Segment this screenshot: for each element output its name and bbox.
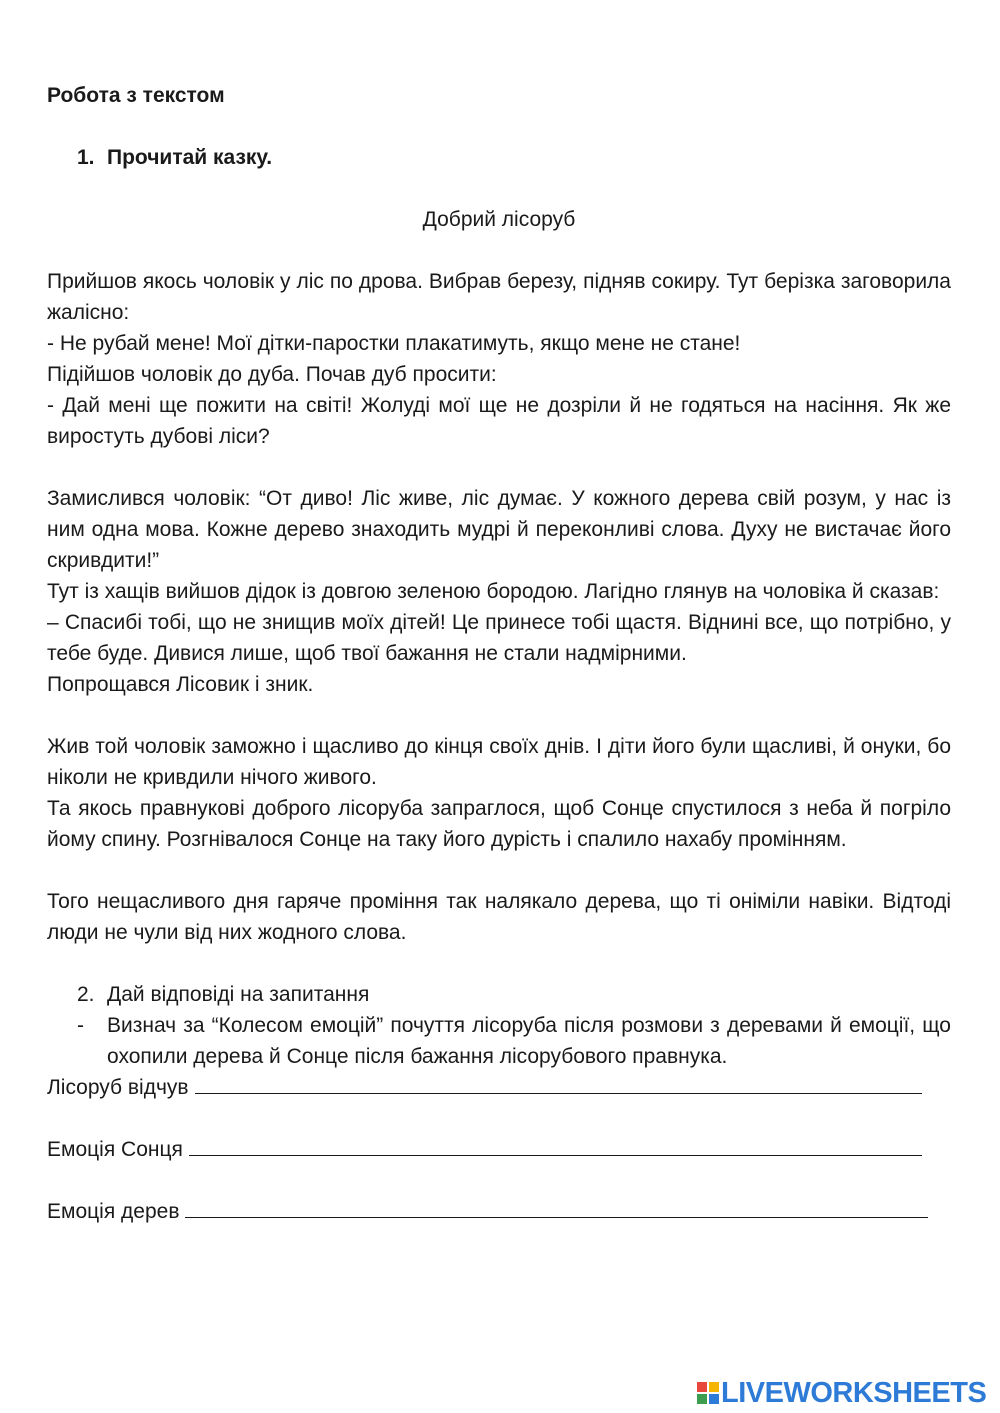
answer-label: Емоція дерев: [47, 1200, 180, 1223]
liveworksheets-logo: [697, 1378, 986, 1408]
story-paragraph-2: [47, 483, 951, 700]
logo-square: [709, 1382, 719, 1392]
story-line: Підійшов чоловік до дуба. Почав дуб просити:: [47, 363, 497, 386]
task-2-label: Дай відповіді на запитання: [107, 983, 370, 1006]
logo-text: LIVEWORKSHEETS: [721, 1376, 987, 1409]
story-line: Жив той чоловік заможно і щасливо до кінця своїх днів. І діти його були щасливі, й онуки, бо ніколи не кривдили нічого живого.: [47, 735, 951, 789]
answer-label: Лісоруб відчув: [47, 1076, 189, 1099]
answer-input-line[interactable]: [185, 1197, 928, 1218]
worksheet: [47, 80, 951, 1227]
story-line: Та якось правнукові доброго лісоруба запраглося, щоб Сонце спустилося з неба й погріло йому спину. Розгнівалося Сонце на таку його дурість і спалило нахабу промінням.: [47, 797, 951, 851]
story-line: – Спасибі тобі, що не знищив моїх дітей! Це принесе тобі щастя. Віднині все, що потрібно, у тебе буде. Дивися лише, щоб твої бажання не стали надмірними.: [47, 611, 951, 665]
task-2-item-text: Визнач за “Колесом емоцій” почуття лісоруба після розмови з деревами й емоції, що охопили дерева й Сонце після бажання лісорубового правнука.: [107, 1014, 951, 1068]
logo-square: [697, 1382, 707, 1392]
logo-square: [709, 1394, 719, 1404]
story-line: Попрощався Лісовик і зник.: [47, 673, 314, 696]
story-paragraph-1: [47, 266, 951, 452]
story-paragraph-4: [47, 886, 951, 948]
story-line: Замислився чоловік: “От диво! Ліс живе, ліс думає. У кожного дерева свій розум, у нас із ним одна мова. Кожне дерево знаходить мудрі й переконливі слова. Духу не вистачає його скривдити!”: [47, 487, 951, 572]
story-line: Тут із хащів вийшов дідок із довгою зеленою бородою. Лагідно глянув на чоловіка й сказав:: [47, 580, 940, 603]
logo-square: [697, 1394, 707, 1404]
answer-input-line[interactable]: [195, 1073, 922, 1094]
task-2-number: 2.: [77, 983, 95, 1006]
answer-label: Емоція Сонця: [47, 1138, 183, 1161]
task-1-number: 1.: [77, 146, 95, 169]
task-1-heading: [47, 142, 951, 173]
task-2-heading: [47, 979, 951, 1010]
task-2-item: [47, 1010, 951, 1072]
answer-row-woodcutter: [47, 1072, 951, 1103]
answer-row-trees: [47, 1196, 951, 1227]
bullet-dash: -: [77, 1014, 84, 1037]
logo-icon: [697, 1382, 719, 1404]
story-line: - Дай мені ще пожити на світі! Жолуді мої ще не дозріли й не годяться на насіння. Як же виростуть дубові ліси?: [47, 394, 951, 448]
section-title: Робота з текстом: [47, 84, 225, 107]
answer-row-sun: [47, 1134, 951, 1165]
story-paragraph-3: [47, 731, 951, 855]
answer-input-line[interactable]: [189, 1135, 922, 1156]
story-line: - Не рубай мене! Мої дітки-паростки плакатимуть, якщо мене не стане!: [47, 332, 741, 355]
story-title: Добрий лісоруб: [422, 208, 576, 231]
story-line: Того нещасливого дня гаряче проміння так налякало дерева, що ті оніміли навіки. Відтоді люди не чули від них жодного слова.: [47, 890, 951, 944]
task-1-label: Прочитай казку.: [107, 146, 273, 169]
story-line: Прийшов якось чоловік у ліс по дрова. Вибрав березу, підняв сокиру. Тут берізка заговорила жалісно:: [47, 270, 951, 324]
